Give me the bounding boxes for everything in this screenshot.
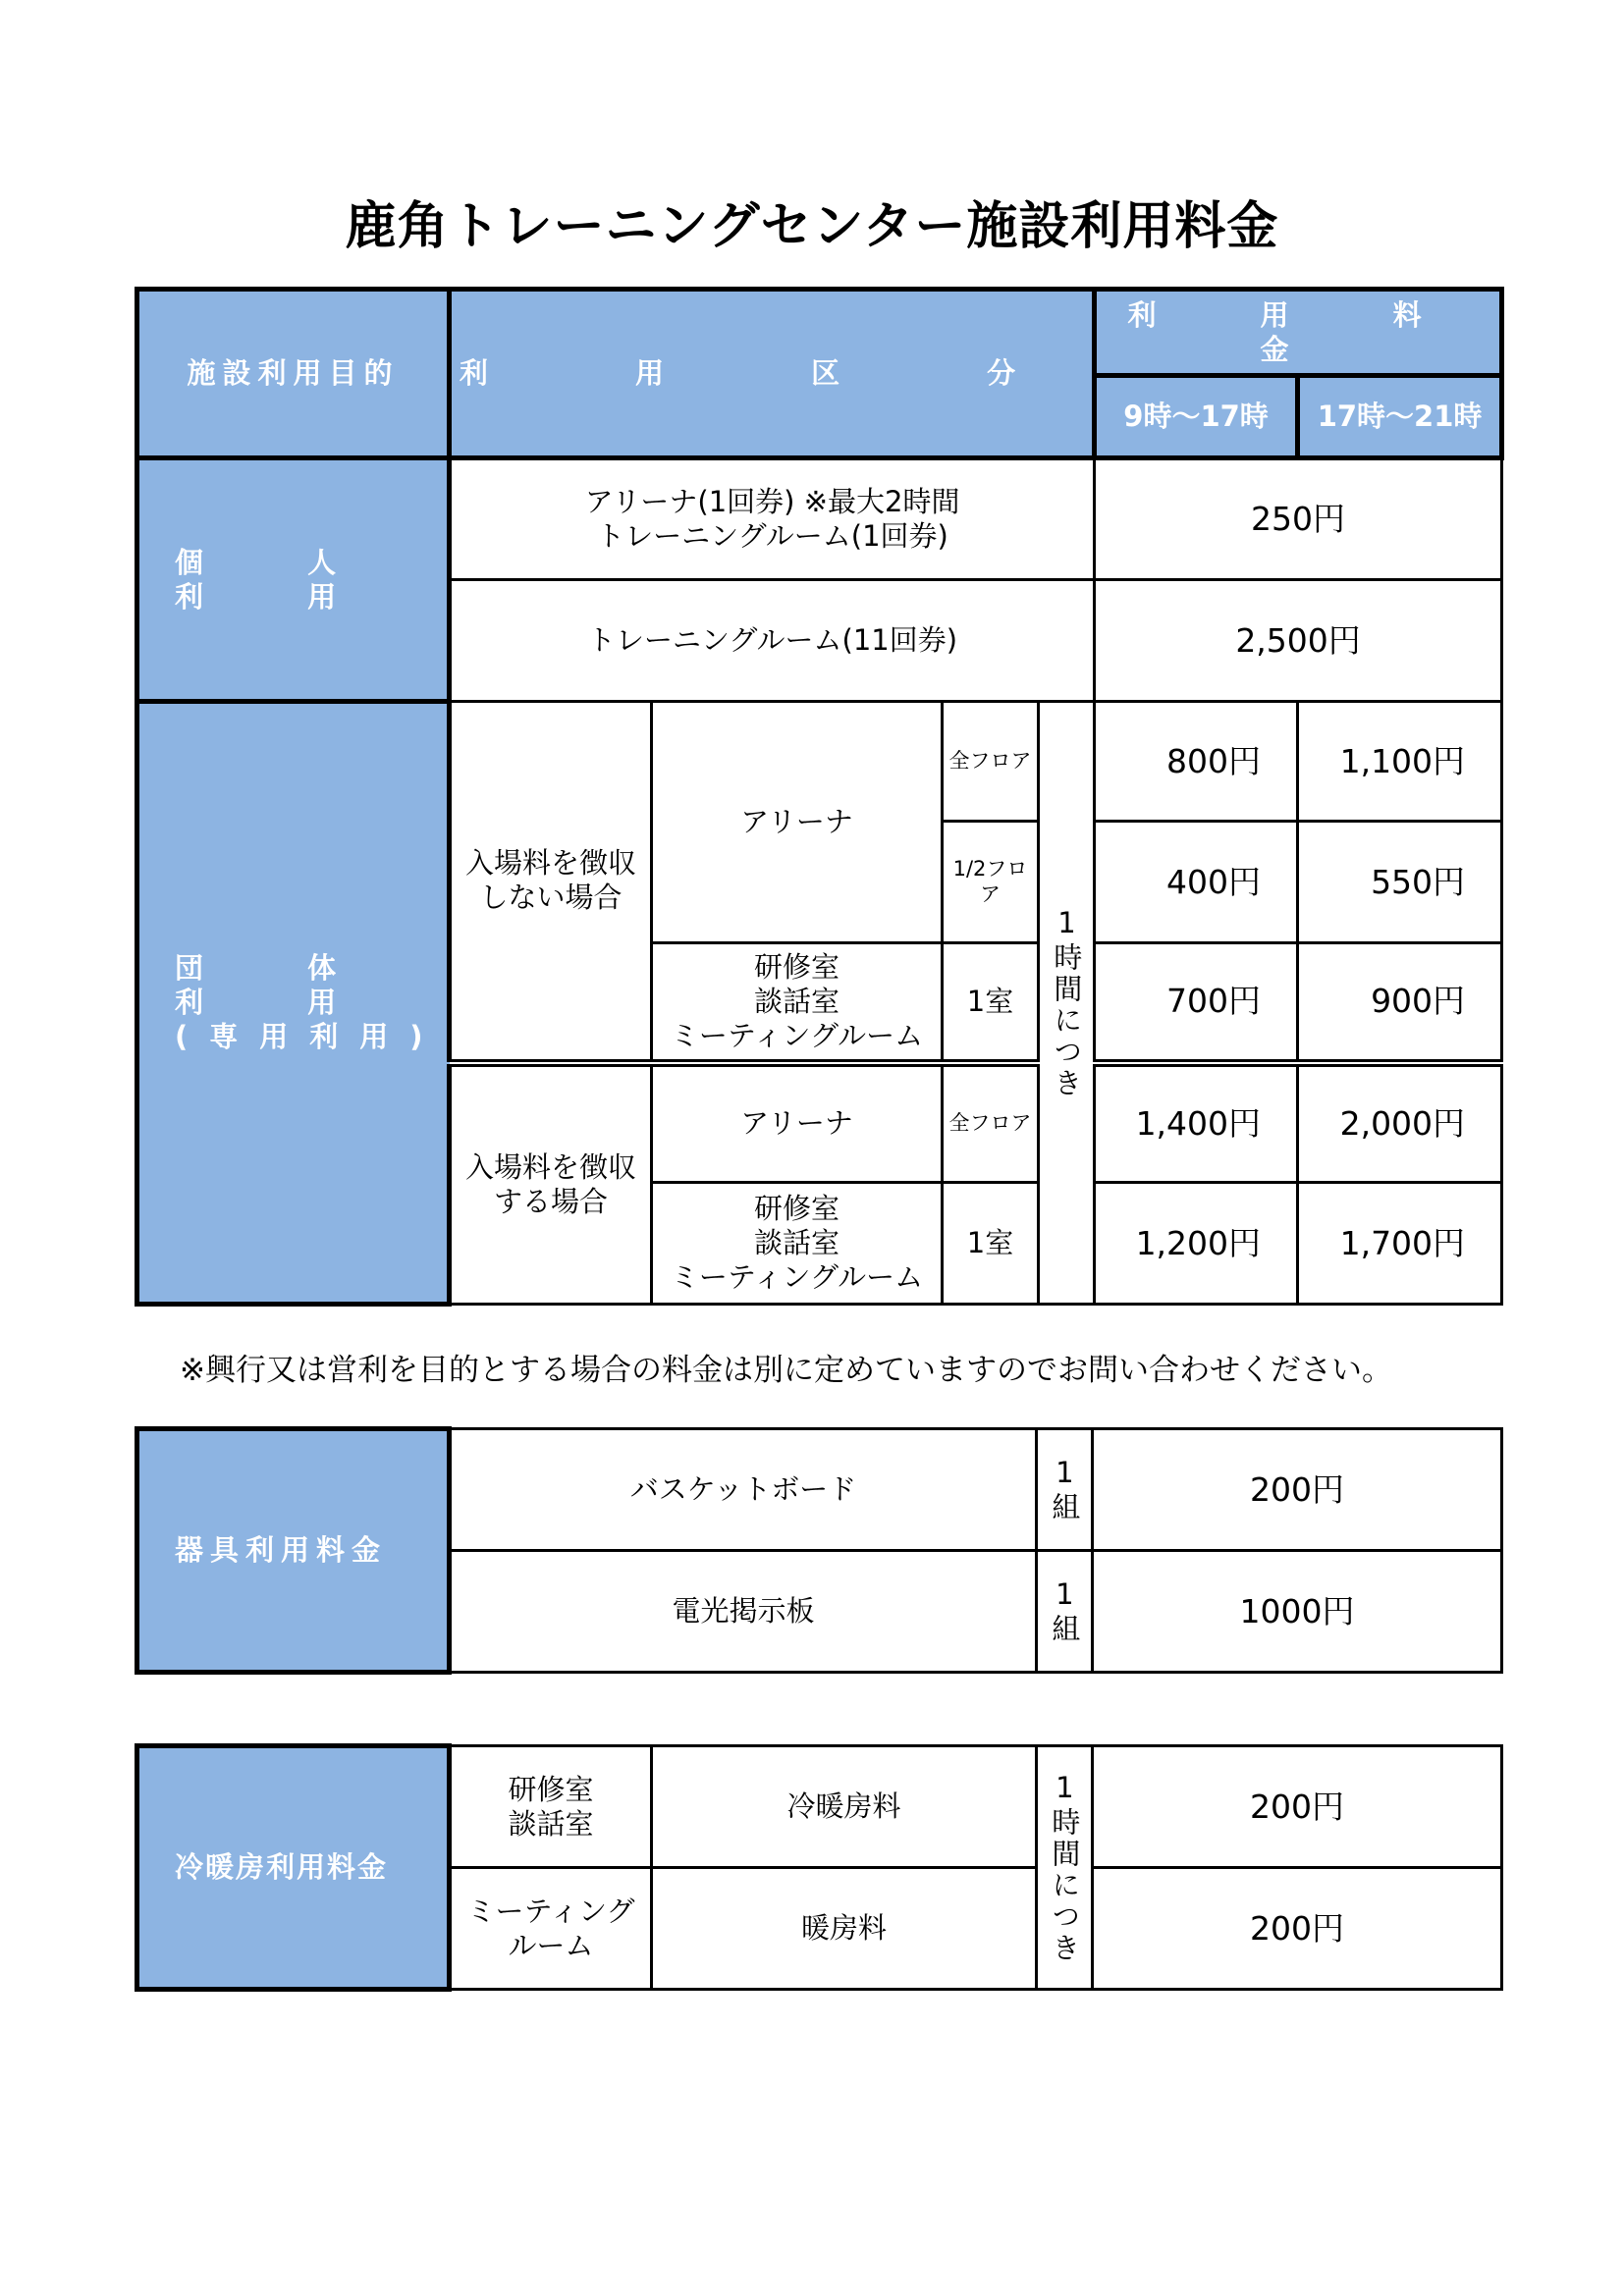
admission-room-fee-evening: 1,700円 bbox=[1298, 1183, 1502, 1305]
no-admission-label-line2: しない場合 bbox=[479, 881, 623, 915]
aircon-fee2: 200円 bbox=[1093, 1868, 1502, 1990]
no-admission-full-fee-day: 800円 bbox=[1095, 702, 1298, 822]
aircon-type2: 暖房料 bbox=[652, 1868, 1037, 1990]
equipment-item2-unit-text: 1組 bbox=[1048, 1577, 1082, 1645]
equipment-item2-fee: 1000円 bbox=[1093, 1551, 1502, 1673]
admission-rooms-line1: 研修室 bbox=[753, 1192, 839, 1226]
aircon-fee-label: 冷暖房利用料金 bbox=[137, 1746, 450, 1990]
aircon-room2-line2: ルーム bbox=[508, 1928, 594, 1962]
group-use-label bbox=[137, 702, 450, 1305]
admission-full-floor: 全フロア bbox=[943, 1063, 1039, 1183]
header-category: 利 用 区 分 bbox=[450, 290, 1095, 458]
admission-rooms bbox=[652, 1183, 943, 1305]
no-admission-room-fee-day: 700円 bbox=[1095, 943, 1298, 1063]
individual-use-label: 個 人 利 用 bbox=[137, 458, 450, 702]
group-use-label-line2: (専用利用) bbox=[175, 1019, 445, 1053]
facility-fee-table bbox=[135, 287, 1504, 1307]
no-admission-half-floor: 1/2フロア bbox=[943, 822, 1039, 943]
individual-row1 bbox=[450, 458, 1095, 580]
individual-row2: トレーニングルーム(11回券) bbox=[450, 580, 1095, 702]
no-admission-rooms bbox=[652, 943, 943, 1063]
no-admission-rooms-line1: 研修室 bbox=[753, 950, 839, 985]
no-admission-full-fee-evening: 1,100円 bbox=[1298, 702, 1502, 822]
equipment-item1: バスケットボード bbox=[450, 1429, 1037, 1551]
no-admission-rooms-line3: ミーティングルーム bbox=[670, 1018, 924, 1052]
admission-arena: アリーナ bbox=[652, 1063, 943, 1183]
no-admission-room-fee-evening: 900円 bbox=[1298, 943, 1502, 1063]
admission-full-fee-day: 1,400円 bbox=[1095, 1063, 1298, 1183]
equipment-item2-unit bbox=[1037, 1551, 1093, 1673]
aircon-room1 bbox=[450, 1746, 652, 1868]
admission-room-fee-day: 1,200円 bbox=[1095, 1183, 1298, 1305]
aircon-room1-line1: 研修室 bbox=[508, 1772, 594, 1806]
admission-label bbox=[450, 1063, 652, 1305]
no-admission-one-room: 1室 bbox=[943, 943, 1039, 1063]
aircon-fee-table bbox=[135, 1743, 1503, 1992]
individual-row1-line2: トレーニングルーム(1回券) bbox=[596, 519, 948, 553]
admission-label-line1: 入場料を徴収 bbox=[464, 1149, 636, 1184]
admission-full-fee-evening: 2,000円 bbox=[1298, 1063, 1502, 1183]
aircon-type1: 冷暖房料 bbox=[652, 1746, 1037, 1868]
individual-row1-fee: 250円 bbox=[1095, 458, 1502, 580]
no-admission-full-floor: 全フロア bbox=[943, 702, 1039, 822]
equipment-item1-unit bbox=[1037, 1429, 1093, 1551]
equipment-fee-table bbox=[135, 1426, 1503, 1675]
no-admission-label-line1: 入場料を徴収 bbox=[464, 846, 636, 881]
aircon-fee1: 200円 bbox=[1093, 1746, 1502, 1868]
aircon-room2 bbox=[450, 1868, 652, 1990]
equipment-item1-unit-text: 1組 bbox=[1048, 1456, 1082, 1523]
no-admission-label bbox=[450, 702, 652, 1063]
individual-row2-fee: 2,500円 bbox=[1095, 580, 1502, 702]
aircon-per-hour-text: 1時間につき bbox=[1048, 1771, 1082, 1964]
admission-rooms-line3: ミーティングルーム bbox=[670, 1259, 924, 1294]
aircon-per-hour bbox=[1037, 1746, 1093, 1990]
admission-one-room: 1室 bbox=[943, 1183, 1039, 1305]
header-purpose: 施設利用目的 bbox=[137, 290, 450, 458]
page-title: 鹿角トレーニングセンター施設利用料金 bbox=[345, 197, 1279, 256]
no-admission-half-fee-evening: 550円 bbox=[1298, 822, 1502, 943]
header-time-evening: 17時〜21時 bbox=[1298, 376, 1502, 458]
group-use-label-line1: 団 体 利 用 bbox=[175, 951, 384, 1020]
aircon-room2-line1: ミーティング bbox=[466, 1894, 635, 1928]
aircon-room1-line2: 談話室 bbox=[508, 1806, 594, 1841]
header-time-day: 9時〜17時 bbox=[1095, 376, 1298, 458]
admission-rooms-line2: 談話室 bbox=[753, 1226, 839, 1260]
group-per-hour bbox=[1039, 702, 1095, 1305]
equipment-item2: 電光掲示板 bbox=[450, 1551, 1037, 1673]
group-per-hour-text: 1時間につき bbox=[1050, 906, 1084, 1099]
header-fee: 利 用 料 金 bbox=[1095, 290, 1502, 376]
no-admission-half-fee-day: 400円 bbox=[1095, 822, 1298, 943]
admission-label-line2: する場合 bbox=[493, 1184, 608, 1218]
no-admission-rooms-line2: 談話室 bbox=[753, 984, 839, 1018]
equipment-fee-label: 器具利用料金 bbox=[137, 1429, 450, 1673]
individual-row1-line1: アリーナ(1回券) ※最大2時間 bbox=[584, 485, 960, 519]
no-admission-arena: アリーナ bbox=[652, 702, 943, 943]
commercial-use-note: ※興行又は営利を目的とする場合の料金は別に定めていますのでお問い合わせください。 bbox=[180, 1353, 1392, 1388]
equipment-item1-fee: 200円 bbox=[1093, 1429, 1502, 1551]
